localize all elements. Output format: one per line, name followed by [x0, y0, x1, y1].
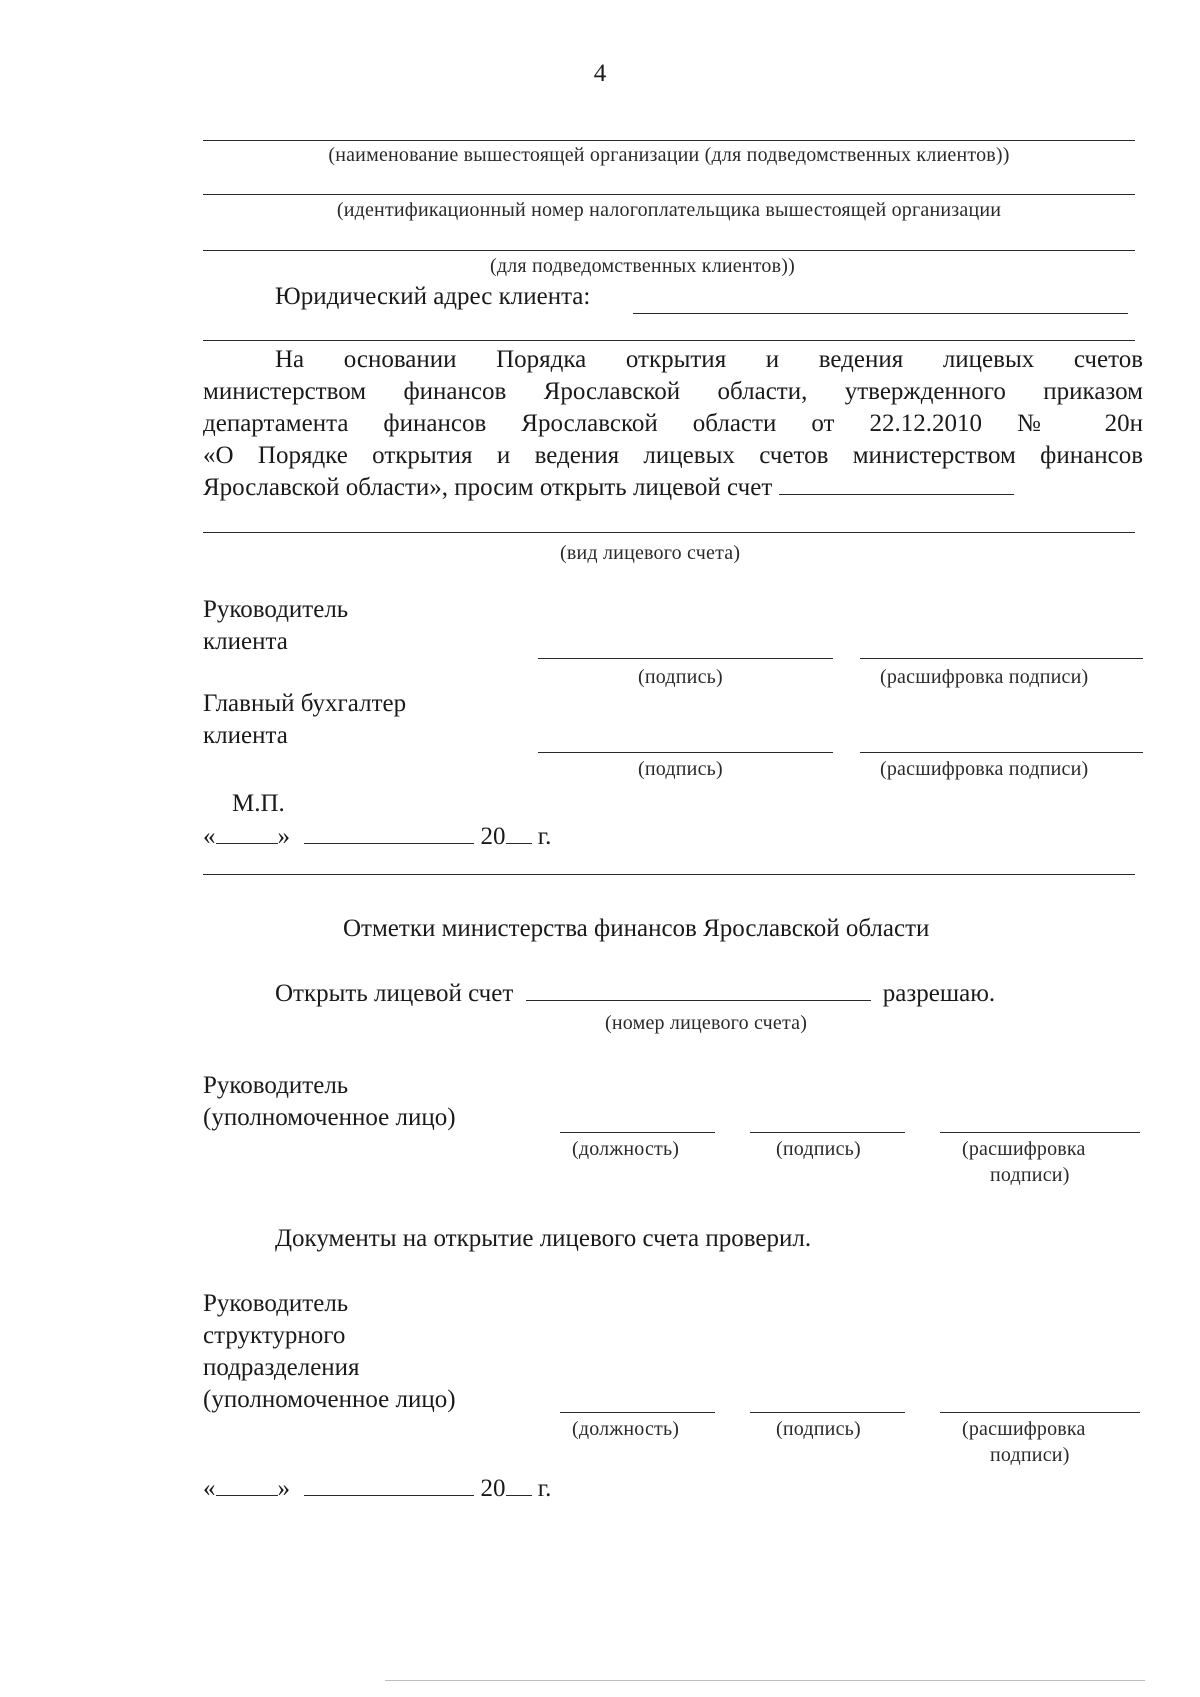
- ministry-date-close-quote: »: [277, 1475, 290, 1502]
- legal-address-line-2[interactable]: [203, 340, 1135, 341]
- open-account-row: [275, 980, 995, 1008]
- unit-head-label-3: подразделения: [203, 1354, 360, 1381]
- body-line-5-wrap: [203, 472, 1143, 504]
- ministry-head-label-1: Руководитель: [203, 1072, 349, 1099]
- open-account-label: Открыть лицевой счет: [275, 980, 514, 1007]
- client-date: [203, 823, 551, 851]
- superior-inn-caption: (идентификационный номер налогоплательщика вышестоящей организации: [336, 199, 1002, 221]
- ministry-head-decoding-caption-2: подписи): [990, 1164, 1070, 1186]
- ministry-head-label-2: (уполномоченное лицо): [203, 1104, 456, 1131]
- ministry-date: [203, 1475, 551, 1503]
- ministry-head-position-caption: (должность): [572, 1138, 680, 1160]
- superior-org-line[interactable]: [203, 140, 1135, 141]
- legal-address-label: Юридический адрес клиента:: [275, 283, 591, 310]
- ministry-date-day-blank[interactable]: [216, 1477, 278, 1496]
- ministry-date-year-blank[interactable]: [506, 1477, 532, 1496]
- documents-checked: Документы на открытие лицевого счета проверил.: [275, 1225, 812, 1252]
- ministry-head-decoding-line[interactable]: [940, 1132, 1140, 1133]
- unit-head-decoding-line[interactable]: [940, 1412, 1140, 1413]
- date-year-blank[interactable]: [506, 825, 532, 844]
- unit-head-decoding-caption-2: подписи): [990, 1444, 1070, 1466]
- body-paragraph: [203, 344, 1143, 504]
- unit-head-signature-caption: (подпись): [776, 1418, 861, 1440]
- date-year-suffix: г.: [537, 823, 552, 850]
- date-month-blank[interactable]: [304, 825, 474, 844]
- accountant-decoding-line[interactable]: [860, 752, 1143, 753]
- superior-org-caption: (наименование вышестоящей организации (для подведомственных клиентов)): [328, 144, 1010, 166]
- account-type-short-blank[interactable]: [779, 476, 1014, 495]
- client-head-label-2: клиента: [203, 628, 288, 655]
- ministry-section-title: Отметки министерства финансов Ярославской области: [343, 915, 930, 942]
- date-close-quote: »: [277, 823, 290, 850]
- unit-head-position-line[interactable]: [560, 1412, 715, 1413]
- unit-head-label-1: Руководитель: [203, 1290, 349, 1317]
- client-head-decoding-caption: (расшифровка подписи): [880, 666, 1089, 688]
- ministry-date-year-suffix: г.: [537, 1475, 552, 1502]
- date-day-blank[interactable]: [216, 825, 278, 844]
- ministry-head-position-line[interactable]: [560, 1132, 715, 1133]
- ministry-head-decoding-caption-1: (расшифровка: [962, 1138, 1086, 1160]
- unit-head-decoding-caption-1: (расшифровка: [962, 1418, 1086, 1440]
- body-line-4: «О Порядке открытия и ведения лицевых счетов министерством финансов: [203, 442, 1143, 469]
- stamp-label: М.П.: [232, 790, 285, 817]
- section-divider: [203, 874, 1135, 875]
- ministry-head-signature-line[interactable]: [750, 1132, 905, 1133]
- account-type-line[interactable]: [203, 532, 1135, 533]
- body-line-1: На основании Порядка открытия и ведения лицевых счетов: [275, 346, 1143, 373]
- body-line-3: департамента финансов Ярославской области от 22.12.2010 № 20н: [203, 410, 1143, 437]
- ministry-head-signature-caption: (подпись): [776, 1138, 861, 1160]
- client-head-label-1: Руководитель: [203, 596, 349, 623]
- account-type-caption: (вид лицевого счета): [560, 542, 741, 564]
- account-number-blank[interactable]: [526, 982, 871, 1001]
- unit-head-position-caption: (должность): [572, 1418, 680, 1440]
- superior-inn-line[interactable]: [203, 194, 1135, 195]
- client-head-signature-line[interactable]: [538, 658, 833, 659]
- accountant-decoding-caption: (расшифровка подписи): [880, 758, 1089, 780]
- accountant-signature-caption: (подпись): [638, 758, 723, 780]
- accountant-label-2: клиента: [203, 722, 288, 749]
- open-account-tail: разрешаю.: [882, 980, 996, 1007]
- unit-head-signature-line[interactable]: [750, 1412, 905, 1413]
- ministry-date-year-prefix: 20: [480, 1475, 506, 1502]
- ministry-date-open-quote: «: [203, 1475, 216, 1502]
- client-head-decoding-line[interactable]: [860, 658, 1143, 659]
- client-head-signature-caption: (подпись): [638, 666, 723, 688]
- date-year-prefix: 20: [480, 823, 506, 850]
- superior-inn-caption-2: (для подведомственных клиентов)): [490, 255, 795, 277]
- accountant-label-1: Главный бухгалтер: [203, 690, 407, 717]
- superior-inn-line-2[interactable]: [203, 250, 1135, 251]
- legal-address-line[interactable]: [633, 313, 1128, 314]
- unit-head-label-4: (уполномоченное лицо): [203, 1386, 456, 1413]
- footer-rule: [385, 1680, 1145, 1681]
- body-line-2: министерством финансов Ярославской области, утвержденного приказом: [203, 378, 1143, 405]
- page-number: 4: [593, 60, 607, 87]
- unit-head-label-2: структурного: [203, 1322, 346, 1349]
- account-number-caption: (номер лицевого счета): [605, 1012, 808, 1034]
- accountant-signature-line[interactable]: [538, 752, 833, 753]
- date-open-quote: «: [203, 823, 216, 850]
- body-line-5: Ярославской области», просим открыть лицевой счет: [203, 474, 773, 501]
- ministry-date-month-blank[interactable]: [304, 1477, 474, 1496]
